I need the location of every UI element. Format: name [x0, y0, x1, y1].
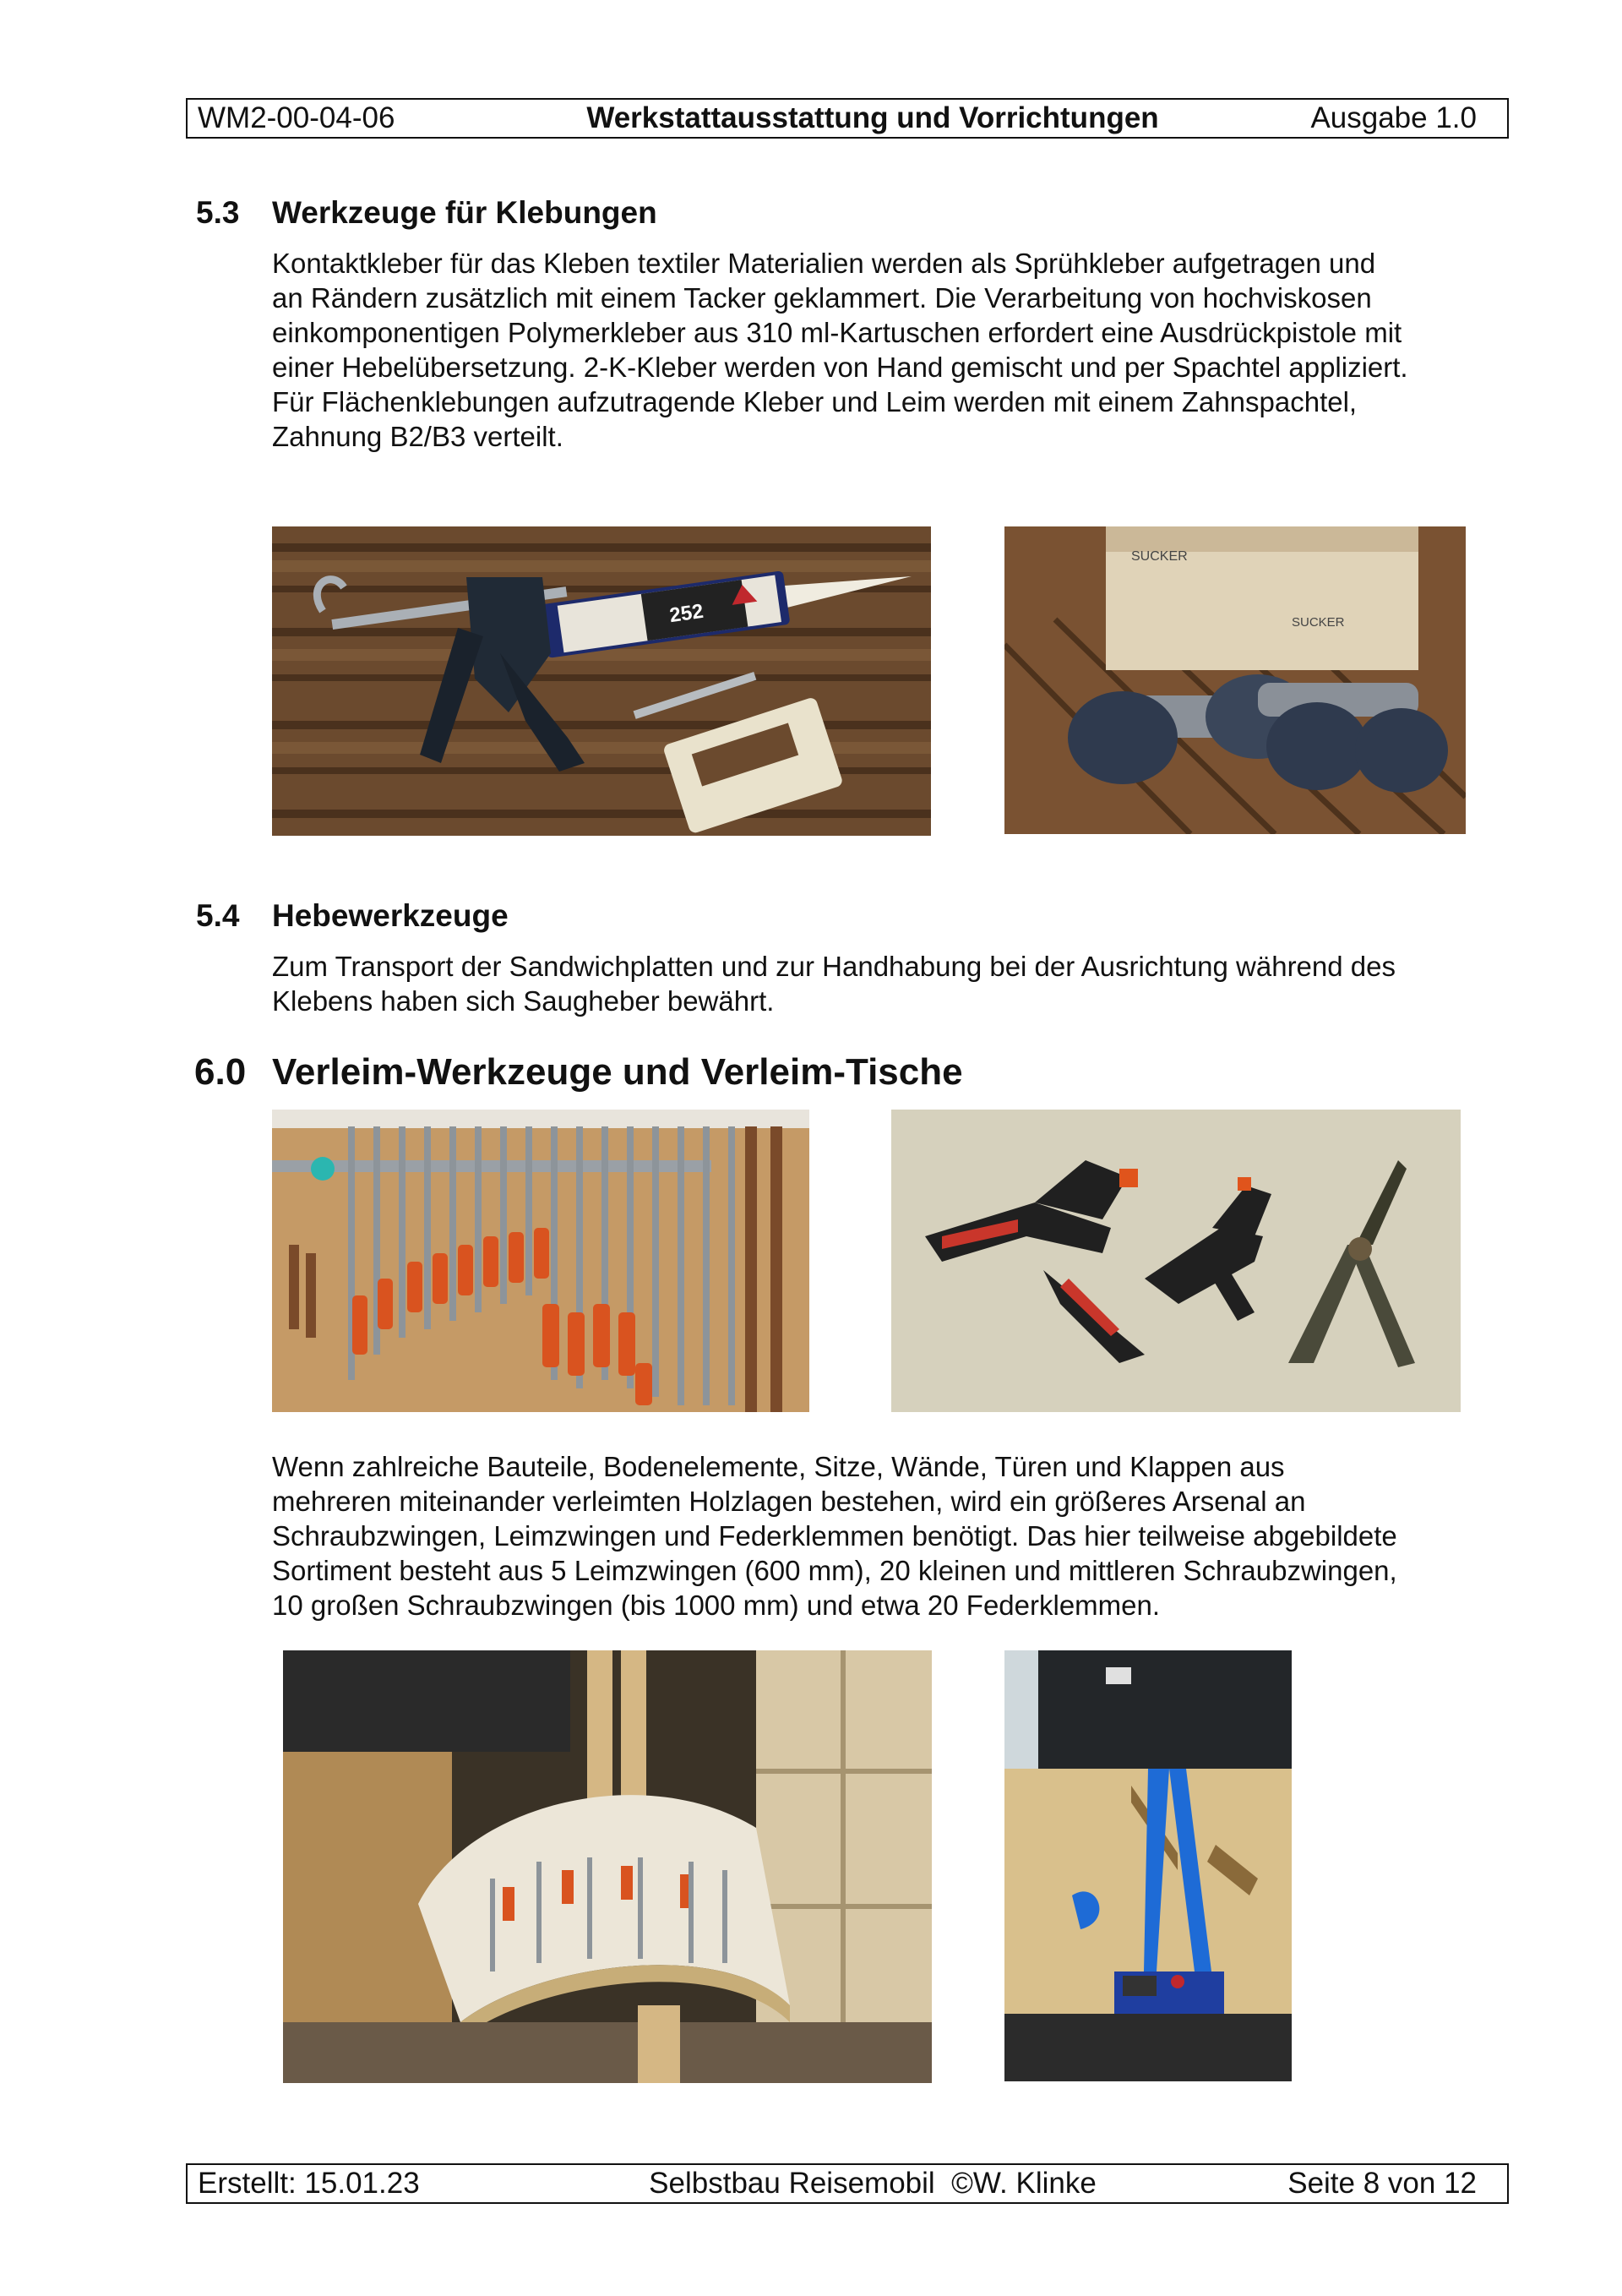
- paragraph-line: Schraubzwingen, Leimzwingen und Federklemmen benötigt. Das hier teilweise abgebildete: [272, 1520, 1397, 1552]
- section-6-0-title: Verleim-Werkzeuge und Verleim-Tische: [272, 1051, 963, 1093]
- paragraph-line: an Rändern zusätzlich mit einem Tacker geklammert. Die Verarbeitung von hochviskosen: [272, 282, 1372, 314]
- section-5-4-title: Hebewerkzeuge: [272, 898, 509, 933]
- paragraph-line: einkomponentigen Polymerkleber aus 310 ml-Kartuschen erfordert eine Ausdrückpistole mit: [272, 317, 1402, 348]
- paragraph-line: Zahnung B2/B3 verteilt.: [272, 421, 563, 452]
- paragraph-line: Wenn zahlreiche Bauteile, Bodenelemente, Sitze, Wände, Türen und Klappen aus: [272, 1451, 1285, 1482]
- section-5-3-paragraph: [272, 246, 1505, 454]
- footer-page: Seite 8 von 12: [1287, 2167, 1477, 2200]
- section-5-3-title: Werkzeuge für Klebungen: [272, 195, 657, 230]
- paragraph-line: mehreren miteinander verleimten Holzlagen bestehen, wird ein größeres Arsenal an: [272, 1486, 1306, 1517]
- photo-caulking-gun-and-stapler: [272, 526, 931, 836]
- paragraph-line: Kontaktkleber für das Kleben textiler Materialien werden als Sprühkleber aufgetragen und: [272, 248, 1376, 279]
- section-6-0-paragraph: [272, 1449, 1505, 1622]
- paragraph-line: Klebens haben sich Saugheber bewährt.: [272, 985, 775, 1017]
- section-5-4-paragraph: [272, 949, 1505, 1018]
- paragraph-line: einer Hebelübersetzung. 2-K-Kleber werden von Hand gemischt und per Spachtel appliziert.: [272, 352, 1408, 383]
- footer-center: Selbstbau Reisemobil ©W. Klinke: [649, 2167, 1097, 2200]
- header-doc-id: WM2-00-04-06: [198, 101, 395, 134]
- header-edition: Ausgabe 1.0: [1310, 101, 1477, 134]
- footer-created: Erstellt: 15.01.23: [198, 2167, 420, 2200]
- paragraph-line: Zum Transport der Sandwichplatten und zur Handhabung bei der Ausrichtung während des: [272, 951, 1396, 982]
- paragraph-line: 10 großen Schraubzwingen (bis 1000 mm) und etwa 20 Federklemmen.: [272, 1590, 1161, 1621]
- photo-gluing-curved-panel: [283, 1650, 932, 2083]
- box-label-side: SUCKER: [1292, 615, 1345, 630]
- photo-clamp-rack: [272, 1110, 809, 1412]
- section-5-4-number: 5.4: [196, 898, 240, 933]
- cartridge-label: 252: [667, 599, 705, 628]
- page-header: [186, 98, 1509, 139]
- page-footer: [186, 2163, 1509, 2204]
- section-5-3-number: 5.3: [196, 195, 240, 230]
- photo-strap-on-table: [1004, 1650, 1292, 2081]
- photo-spring-clamps: [891, 1110, 1461, 1412]
- section-6-0-number: 6.0: [194, 1051, 247, 1093]
- paragraph-line: Sortiment besteht aus 5 Leimzwingen (600 mm), 20 kleinen und mittleren Schraubzwingen,: [272, 1555, 1397, 1586]
- photo-suction-lifters: [1004, 526, 1466, 834]
- header-title: Werkstattausstattung und Vorrichtungen: [586, 101, 1159, 134]
- paragraph-line: Für Flächenklebungen aufzutragende Kleber und Leim werden mit einem Zahnspachtel,: [272, 386, 1358, 417]
- box-label-top: SUCKER: [1131, 549, 1188, 564]
